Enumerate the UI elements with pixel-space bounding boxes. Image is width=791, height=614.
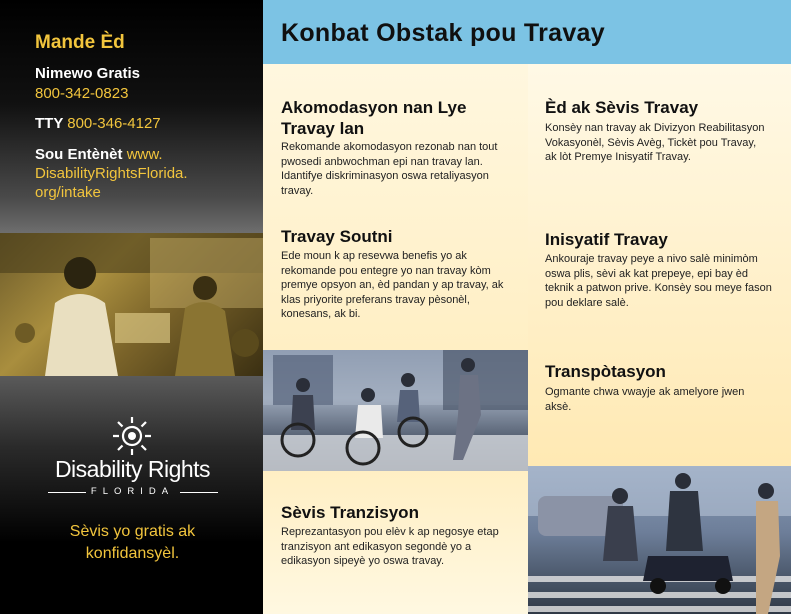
logo-subtitle: FLORIDA: [90, 486, 175, 497]
workplace-photo: [0, 233, 263, 376]
section-body-travay-soutni: Ede moun k ap resevwa benefis yo ak rekomande pou entegre yo nan travay kòm premye opsyon an, èd pandan y ap travay, ak klas priyorite preferans travay pèsonèl, konesans, ak bi.: [281, 250, 504, 320]
tollfree-label: Nimewo Gratis: [35, 65, 141, 82]
online-url-link[interactable]: www. DisabilityRightsFlorida. org/intake: [35, 146, 188, 201]
logo-sun-icon: [110, 414, 154, 458]
section-title-travay-soutni: Travay Soutni: [281, 227, 393, 246]
contact-panel: [0, 0, 263, 233]
tollfree-number[interactable]: 800-342-0823: [35, 85, 129, 102]
wheelchair-street-photo: [263, 350, 528, 471]
tty-number[interactable]: 800-346-4127: [67, 115, 161, 132]
content-panel-left: [263, 64, 528, 350]
content-panel-bottom: [263, 471, 528, 614]
section-body-ed-sevis: Konsèy nan travay ak Divizyon Reabilitasyon Vokasyonèl, Sèvis Avèg, Tickèt pou Travay, ak lòt Premye Inisyatif Travay.: [545, 122, 765, 163]
section-body-transpotasyon: Ogmante chwa vwayje ak amelyore jwen aksè.: [545, 386, 745, 413]
online-label: Sou Entènèt: [35, 146, 123, 163]
scooter-crosswalk-photo: [528, 466, 791, 614]
section-body-akomodasyon: Rekomande akomodasyon rezonab nan tout pwosedi anbwochman epi nan travay lan. Idantifye diskriminasyon oswa retaliyasyon travay.: [281, 141, 498, 197]
page-header: [263, 0, 791, 64]
logo-name: Disability Rights: [54, 456, 211, 482]
tty-label: TTY: [35, 115, 64, 132]
section-title-inisyatif: Inisyatif Travay: [545, 230, 668, 249]
tty-line: [35, 115, 161, 132]
section-body-inisyatif: Ankouraje travay peye a nivo salè minimòm oswa plis, sèvi ak kat prepeye, epi bay èd teknik a patwon prive. Konsèy sou meye fason pou deklare salè.: [545, 253, 772, 309]
online-line: [35, 145, 235, 202]
section-title-transpotasyon: Transpòtasyon: [545, 362, 666, 381]
section-title-akomodasyon: Akomodasyon nan Lye Travay lan: [281, 98, 467, 138]
section-body-tranzisyon: Reprezantasyon pou elèv k ap negosye etap tranzisyon ant edikasyon segondè yo a edikasyon sipeyè yo oswa travay.: [281, 526, 499, 567]
contact-heading: Mande Èd: [35, 32, 125, 53]
section-title-tranzisyon: Sèvis Tranzisyon: [281, 503, 419, 522]
section-title-ed-sevis: Èd ak Sèvis Travay: [545, 98, 699, 117]
tagline: Sèvis yo gratis ak konfidansyèl.: [69, 523, 196, 562]
content-panel-right: [528, 64, 791, 466]
page-title: Konbat Obstak pou Travay: [281, 19, 605, 47]
